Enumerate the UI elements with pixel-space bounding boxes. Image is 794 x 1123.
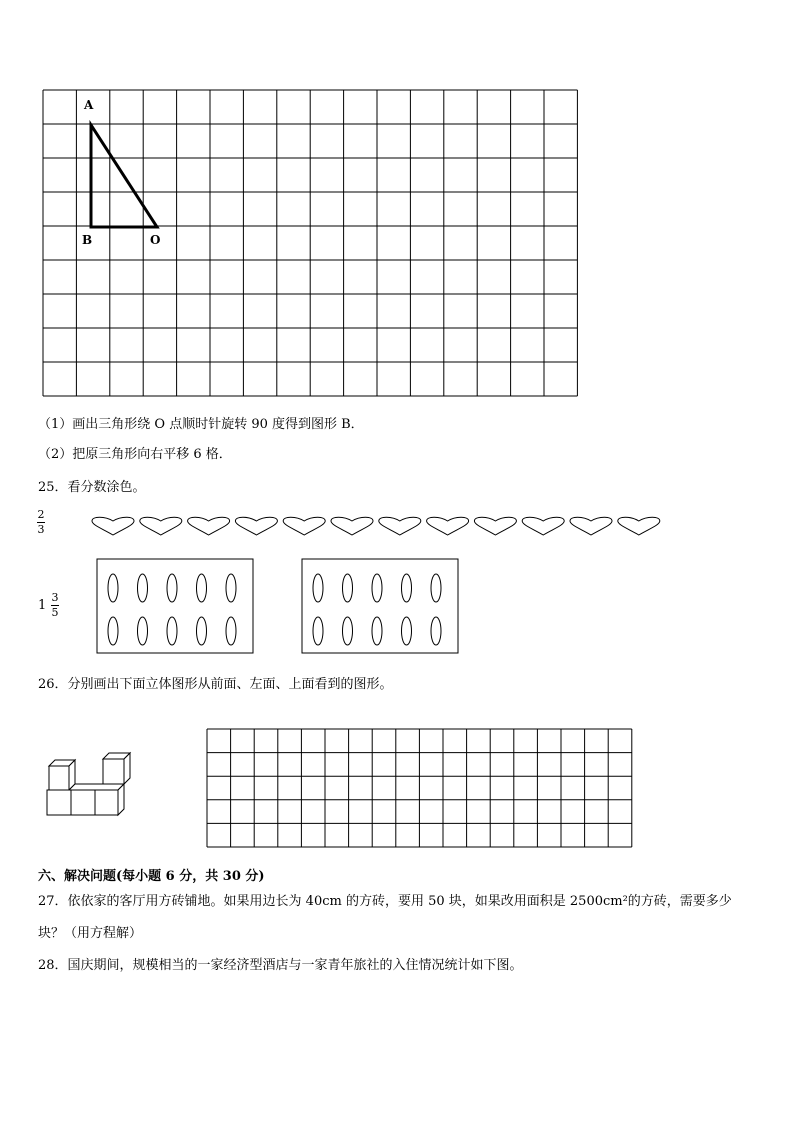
q25-title: 25．看分数涂色。 — [38, 480, 146, 495]
section6-heading: 六、解决问题(每小题 6 分，共 30 分) — [38, 869, 265, 884]
frac2-whole: 1 — [38, 598, 47, 613]
point-b-label: B — [82, 233, 93, 247]
point-a-label: A — [84, 98, 94, 112]
frac1-numerator: 2 — [37, 508, 45, 521]
q24-part2: （2）把原三角形向右平移 6 格． — [38, 447, 232, 462]
q24-part1: （1）画出三角形绕 O 点顺时针旋转 90 度得到图形 B． — [38, 417, 364, 432]
frac2-denominator: 5 — [51, 606, 59, 619]
frac2-numerator: 3 — [51, 591, 59, 604]
point-o-label: O — [150, 233, 161, 247]
q26-title: 26．分别画出下面立体图形从前面、左面、上面看到的图形。 — [38, 677, 393, 692]
q27-line1: 27．依依家的客厅用方砖铺地。如果用边长为 40cm 的方砖，要用 50 块，如果改用面积是 2500cm²的方砖，需要多少 — [38, 894, 732, 909]
q28-text: 28．国庆期间，规模相当的一家经济型酒店与一家青年旅社的入住情况统计如下图。 — [38, 958, 523, 973]
frac1-denominator: 3 — [37, 523, 45, 536]
q27-line2: 块？（用方程解） — [38, 926, 143, 941]
